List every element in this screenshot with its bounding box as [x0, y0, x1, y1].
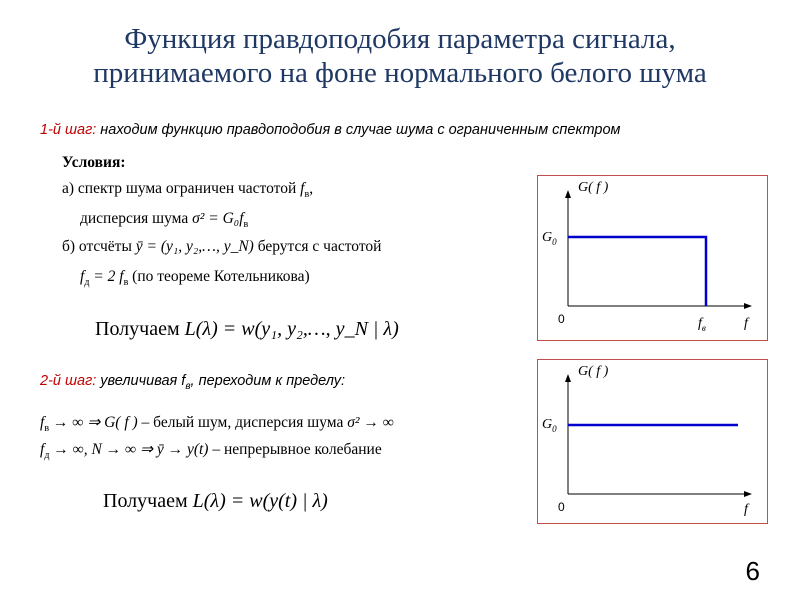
spectrum-graph-white — [537, 359, 768, 524]
slide-title — [0, 22, 800, 90]
conditions-heading: Условия: — [62, 154, 126, 171]
condition-a1-math: f — [300, 180, 305, 197]
limit-line-2-text: непрерывное колебание — [223, 441, 382, 458]
graph-1-level-text: G — [542, 230, 553, 245]
step-2-sub: в — [185, 380, 191, 392]
title-line-2: принимаемого на фоне нормального белого шума — [93, 57, 707, 89]
result-2-word: Получаем — [103, 490, 188, 512]
limit-line-2-math: f — [40, 441, 45, 458]
step-2 — [40, 373, 345, 392]
graph-2-level-text: G — [542, 417, 553, 432]
step-2-text: увеличивая f — [100, 373, 186, 389]
graph-2-ylabel: G( f ) — [578, 364, 609, 379]
condition-a1-text: а) спектр шума ограничен частотой — [62, 180, 297, 197]
condition-b2-math: f — [80, 268, 85, 285]
step-1 — [40, 122, 620, 138]
condition-a1 — [62, 180, 313, 200]
graph-1-cutoff — [698, 316, 706, 333]
condition-b1-tail: берутся с частотой — [257, 238, 382, 255]
graph-2-level — [542, 417, 557, 434]
spectrum-graph-limited — [537, 175, 768, 341]
limit-line-2-expr: → ∞, N → ∞ ⇒ ȳ → y(t) – — [49, 441, 221, 458]
limit-line-1-math: f — [40, 414, 45, 431]
result-2 — [103, 490, 328, 513]
condition-a2 — [80, 210, 248, 230]
limit-line-1-tail: σ² → ∞ — [347, 414, 394, 431]
x-axis-arrow — [744, 303, 752, 309]
limit-line-1-text: белый шум, дисперсия шума — [153, 414, 344, 431]
result-1-word: Получаем — [95, 318, 180, 340]
graph-1-xlabel: f — [744, 316, 748, 331]
condition-b2-tail: (по теореме Котельникова) — [132, 268, 310, 285]
condition-a1-tail: , — [309, 180, 314, 197]
condition-b1-math: ȳ = (y₁, y₂,…, y_N) — [135, 238, 254, 255]
limit-line-1-sub: в — [44, 423, 50, 435]
condition-a2-text: дисперсия шума — [80, 210, 189, 227]
graph-2-origin: 0 — [558, 500, 565, 514]
step-1-label: 1-й шаг: — [40, 122, 97, 138]
spectrum-line — [568, 237, 706, 306]
graph-2-level-sub: 0 — [552, 423, 557, 434]
graph-2-xlabel: f — [744, 502, 748, 517]
x-axis-arrow — [744, 491, 752, 497]
condition-b2-sub2: в — [123, 277, 129, 289]
limit-line-2-sub: д — [44, 450, 50, 462]
graph-1-ylabel: G( f ) — [578, 180, 609, 195]
step-2-tail: , переходим к пределу: — [190, 373, 346, 389]
graph-1-origin: 0 — [558, 312, 565, 326]
spectrum-graph-limited-plot — [538, 176, 767, 340]
graph-1-level-sub: 0 — [552, 236, 557, 247]
limit-line-1 — [40, 413, 394, 434]
graph-1-cutoff-text: f — [698, 316, 702, 331]
result-1 — [95, 318, 399, 341]
step-2-label: 2-й шаг: — [40, 373, 97, 389]
graph-1-level — [542, 230, 557, 247]
limit-line-1-expr: → ∞ ⇒ G( f ) – — [49, 414, 150, 431]
result-1-formula: L(λ) = w(y₁, y₂,…, y_N | λ) — [184, 318, 399, 340]
y-axis-arrow — [565, 374, 571, 382]
condition-a2-sub: в — [243, 219, 249, 231]
title-line-1: Функция правдоподобия параметра сигнала, — [124, 23, 676, 55]
condition-a1-sub: в — [304, 189, 310, 201]
y-axis-arrow — [565, 190, 571, 198]
step-1-text: находим функцию правдоподобия в случае шума с ограниченным спектром — [100, 122, 621, 138]
condition-b2 — [80, 268, 310, 288]
condition-b1 — [62, 238, 381, 256]
graph-1-cutoff-sub: в — [701, 322, 706, 333]
spectrum-graph-white-plot — [538, 360, 767, 523]
result-2-formula: L(λ) = w(y(t) | λ) — [192, 490, 328, 512]
condition-b2-sub: д — [84, 277, 90, 289]
limit-line-2 — [40, 440, 382, 461]
condition-b1-text: б) отсчёты — [62, 238, 132, 255]
condition-a2-math: σ² = G₀f — [192, 210, 244, 227]
condition-b2-eq: = 2 f — [89, 268, 124, 285]
page-number: 6 — [745, 556, 760, 586]
